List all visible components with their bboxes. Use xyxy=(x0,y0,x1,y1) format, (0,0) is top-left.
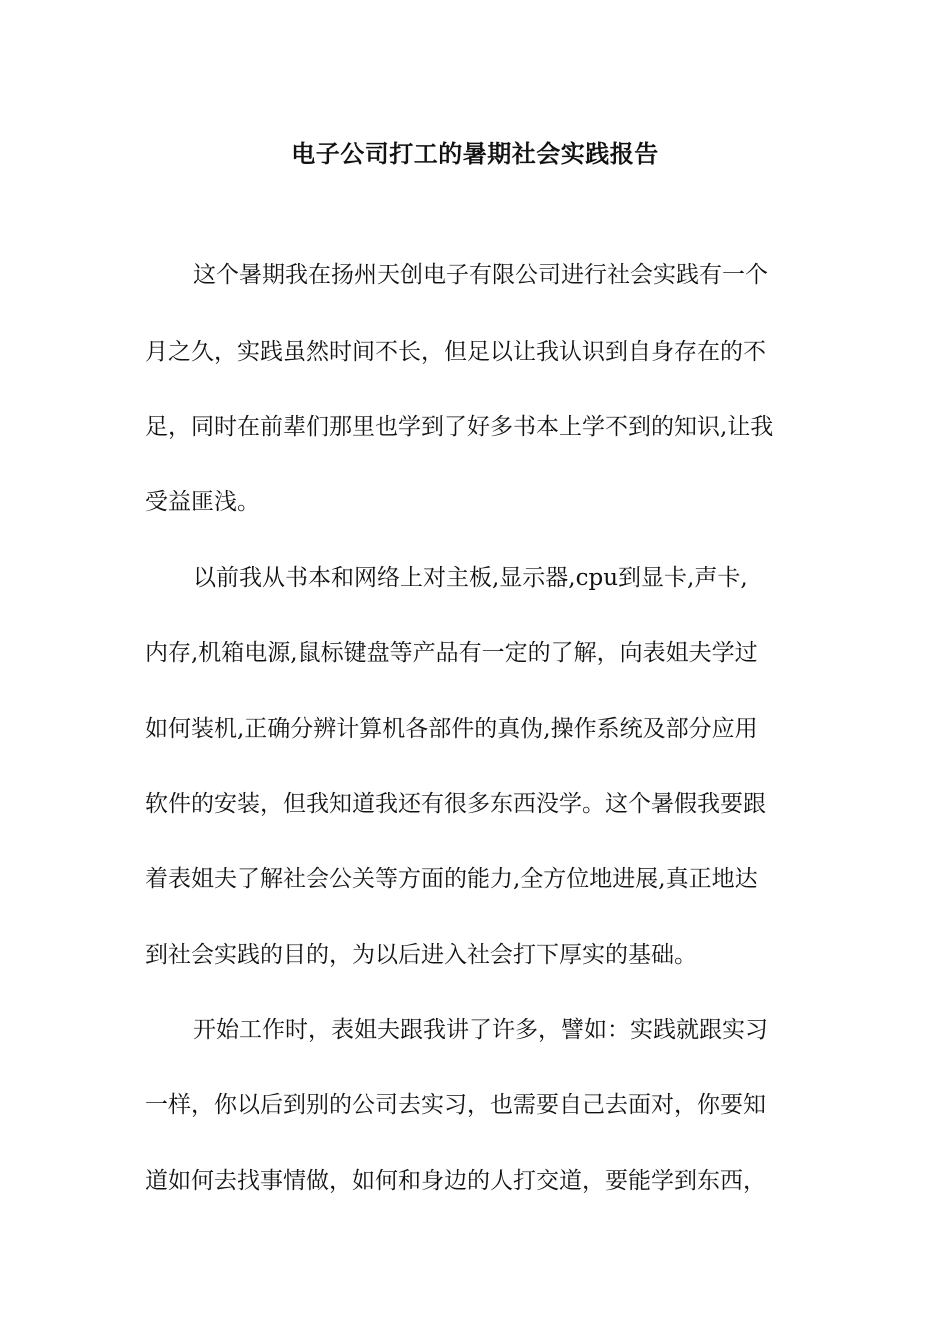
text-line: 着表姐夫了解社会公关等方面的能力,全方位地进展,真正地达 xyxy=(145,866,758,892)
text-line: 以前我从书本和网络上对主板,显示器,cpu到显卡,声卡, xyxy=(193,565,748,591)
text-line: 这个暑期我在扬州天创电子有限公司进行社会实践有一个 xyxy=(193,262,768,288)
text-line: 足，同时在前辈们那里也学到了好多书本上学不到的知识,让我 xyxy=(145,414,774,440)
text-line: 到社会实践的目的，为以后进入社会打下厚实的基础。 xyxy=(145,942,697,968)
page-title: 电子公司打工的暑期社会实践报告 xyxy=(291,139,659,168)
text-line: 开始工作时，表姐夫跟我讲了许多，譬如：实践就跟实习 xyxy=(193,1017,768,1043)
text-line: 受益匪浅。 xyxy=(145,489,260,515)
text-line: 内存,机箱电源,鼠标键盘等产品有一定的了解，向表姐夫学过 xyxy=(145,640,758,666)
text-line: 软件的安装，但我知道我还有很多东西没学。这个暑假我要跟 xyxy=(145,791,766,817)
text-line: 如何装机,正确分辨计算机各部件的真伪,操作系统及部分应用 xyxy=(145,716,758,742)
text-line: 一样，你以后到别的公司去实习，也需要自己去面对，你要知 xyxy=(145,1092,766,1118)
text-line: 道如何去找事情做，如何和身边的人打交道，要能学到东西， xyxy=(145,1168,766,1194)
text-line: 月之久，实践虽然时间不长，但足以让我认识到自身存在的不 xyxy=(145,339,766,365)
